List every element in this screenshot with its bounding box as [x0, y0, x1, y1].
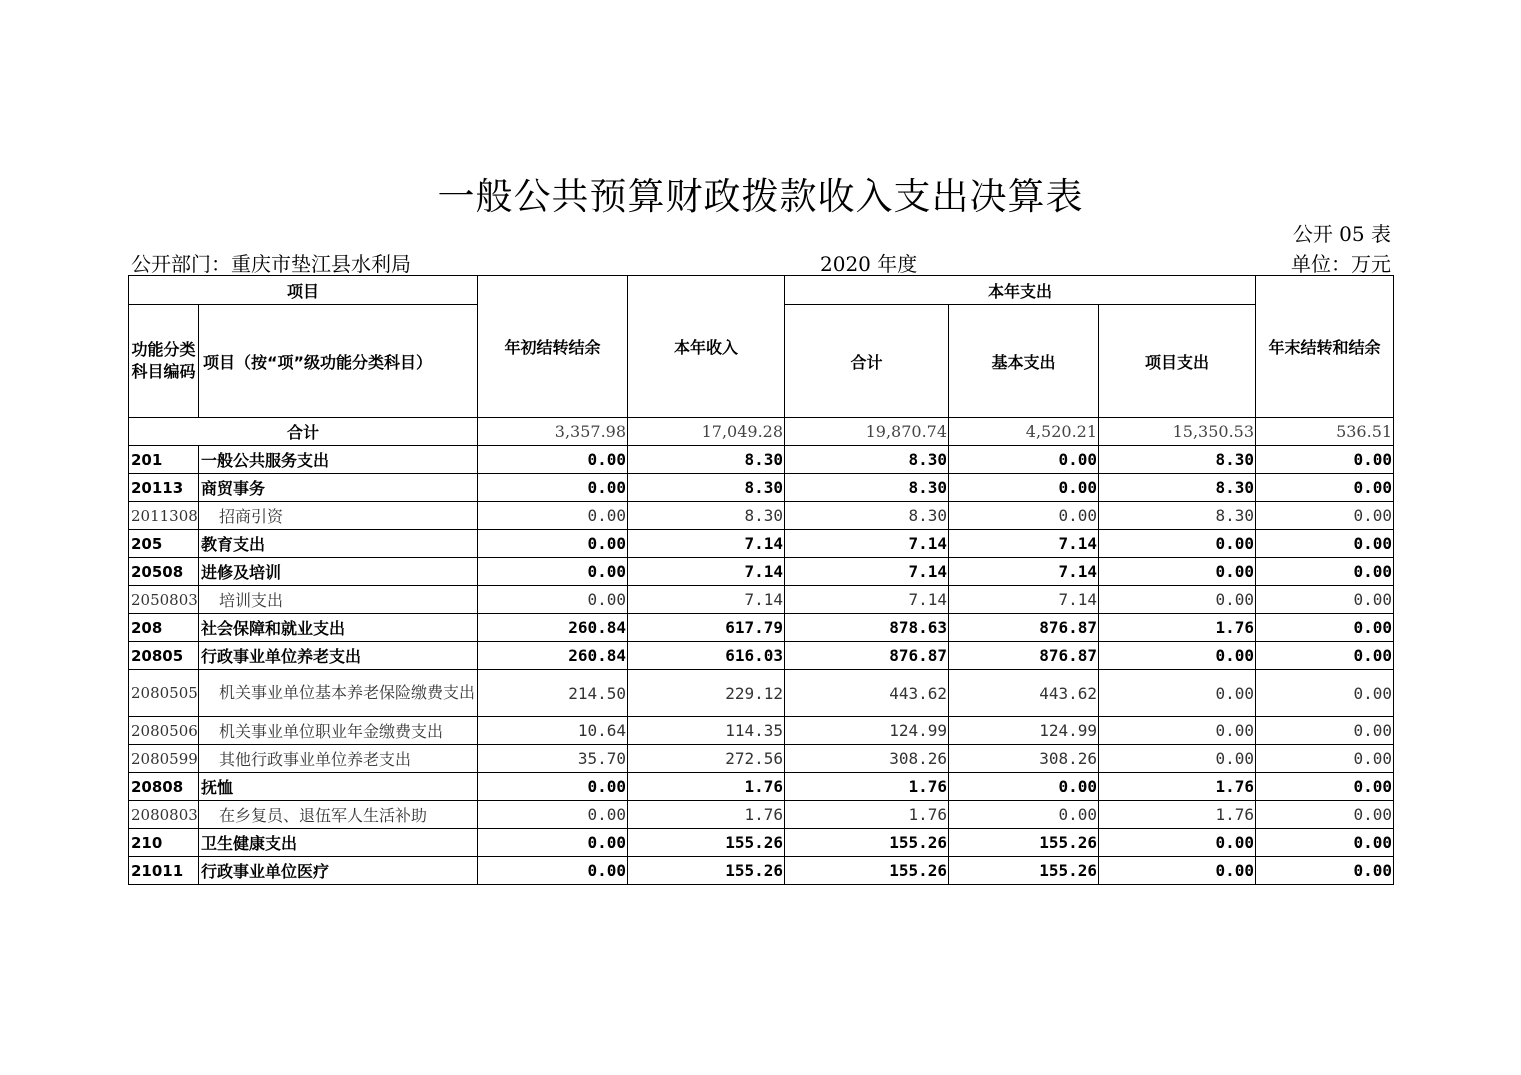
- row-code: 208: [129, 614, 199, 642]
- row-project: 8.30: [1099, 446, 1256, 474]
- row-expense-total: 8.30: [785, 446, 949, 474]
- row-name: 在乡复员、退伍军人生活补助: [199, 801, 478, 829]
- row-basic: 0.00: [949, 474, 1099, 502]
- row-basic: 0.00: [949, 801, 1099, 829]
- row-closing: 0.00: [1256, 857, 1394, 885]
- row-name: 机关事业单位基本养老保险缴费支出: [199, 670, 478, 717]
- department-label: 公开部门：重庆市垫江县水利局: [131, 252, 411, 276]
- row-project: 0.00: [1099, 857, 1256, 885]
- table-row: [129, 446, 1394, 474]
- row-income: 1.76: [628, 801, 785, 829]
- row-expense-total: 7.14: [785, 530, 949, 558]
- row-closing: 0.00: [1256, 829, 1394, 857]
- row-income: 8.30: [628, 446, 785, 474]
- row-project: 0.00: [1099, 642, 1256, 670]
- row-income: 114.35: [628, 717, 785, 745]
- row-name: 卫生健康支出: [199, 829, 478, 857]
- row-project: 0.00: [1099, 558, 1256, 586]
- row-code: 2080506: [129, 717, 199, 745]
- row-name: 行政事业单位养老支出: [199, 642, 478, 670]
- table-row: [129, 642, 1394, 670]
- table-row: [129, 670, 1394, 717]
- row-income: 617.79: [628, 614, 785, 642]
- row-code: 20113: [129, 474, 199, 502]
- row-expense-total: 8.30: [785, 474, 949, 502]
- row-income: 229.12: [628, 670, 785, 717]
- header-project: 项目: [129, 276, 478, 305]
- row-closing: 0.00: [1256, 773, 1394, 801]
- table-row: [129, 773, 1394, 801]
- row-expense-total: 8.30: [785, 502, 949, 530]
- row-closing: 0.00: [1256, 502, 1394, 530]
- total-label: 合计: [129, 418, 478, 446]
- row-project: 0.00: [1099, 530, 1256, 558]
- table-row: [129, 717, 1394, 745]
- row-income: 155.26: [628, 829, 785, 857]
- header-income: 本年收入: [628, 276, 785, 418]
- row-opening: 260.84: [478, 614, 628, 642]
- header-expense-total: 合计: [785, 305, 949, 418]
- table-row: [129, 502, 1394, 530]
- header-code: 功能分类科目编码: [129, 305, 199, 418]
- row-expense-total: 124.99: [785, 717, 949, 745]
- row-income: 272.56: [628, 745, 785, 773]
- row-project: 8.30: [1099, 502, 1256, 530]
- row-income: 155.26: [628, 857, 785, 885]
- row-expense-total: 443.62: [785, 670, 949, 717]
- form-number: 公开 05 表: [1292, 222, 1391, 246]
- row-opening: 10.64: [478, 717, 628, 745]
- row-name: 教育支出: [199, 530, 478, 558]
- row-basic: 876.87: [949, 614, 1099, 642]
- unit-label: 单位：万元: [1291, 252, 1391, 276]
- row-project: 0.00: [1099, 829, 1256, 857]
- header-closing-balance: 年末结转和结余: [1256, 276, 1394, 418]
- row-basic: 443.62: [949, 670, 1099, 717]
- row-closing: 0.00: [1256, 670, 1394, 717]
- table-row: [129, 558, 1394, 586]
- header-name: 项目（按“项”级功能分类科目）: [199, 305, 478, 418]
- row-project: 1.76: [1099, 773, 1256, 801]
- total-row: [129, 418, 1394, 446]
- row-expense-total: 1.76: [785, 773, 949, 801]
- row-code: 201: [129, 446, 199, 474]
- row-code: 20808: [129, 773, 199, 801]
- row-name: 社会保障和就业支出: [199, 614, 478, 642]
- row-expense-total: 7.14: [785, 586, 949, 614]
- row-basic: 124.99: [949, 717, 1099, 745]
- row-expense-total: 878.63: [785, 614, 949, 642]
- budget-table: [128, 275, 1394, 885]
- header-basic-expense: 基本支出: [949, 305, 1099, 418]
- row-basic: 155.26: [949, 829, 1099, 857]
- row-name: 进修及培训: [199, 558, 478, 586]
- row-opening: 0.00: [478, 829, 628, 857]
- total-project: 15,350.53: [1099, 418, 1256, 446]
- row-code: 205: [129, 530, 199, 558]
- row-closing: 0.00: [1256, 474, 1394, 502]
- row-code: 2080803: [129, 801, 199, 829]
- fiscal-year: 2020 年度: [820, 252, 918, 276]
- row-code: 20805: [129, 642, 199, 670]
- table-row: [129, 857, 1394, 885]
- row-name: 招商引资: [199, 502, 478, 530]
- row-basic: 7.14: [949, 530, 1099, 558]
- row-closing: 0.00: [1256, 558, 1394, 586]
- row-project: 1.76: [1099, 614, 1256, 642]
- row-code: 210: [129, 829, 199, 857]
- row-closing: 0.00: [1256, 586, 1394, 614]
- table-row: [129, 530, 1394, 558]
- row-project: 0.00: [1099, 670, 1256, 717]
- row-opening: 0.00: [478, 801, 628, 829]
- row-closing: 0.00: [1256, 745, 1394, 773]
- header-opening-balance: 年初结转结余: [478, 276, 628, 418]
- row-income: 7.14: [628, 558, 785, 586]
- row-basic: 0.00: [949, 773, 1099, 801]
- row-opening: 214.50: [478, 670, 628, 717]
- total-closing: 536.51: [1256, 418, 1394, 446]
- row-name: 抚恤: [199, 773, 478, 801]
- row-opening: 260.84: [478, 642, 628, 670]
- row-name: 其他行政事业单位养老支出: [199, 745, 478, 773]
- row-opening: 0.00: [478, 446, 628, 474]
- total-income: 17,049.28: [628, 418, 785, 446]
- table-row: [129, 474, 1394, 502]
- row-closing: 0.00: [1256, 717, 1394, 745]
- row-income: 7.14: [628, 530, 785, 558]
- row-basic: 155.26: [949, 857, 1099, 885]
- total-basic: 4,520.21: [949, 418, 1099, 446]
- row-code: 2080599: [129, 745, 199, 773]
- row-income: 8.30: [628, 474, 785, 502]
- row-name: 商贸事务: [199, 474, 478, 502]
- row-project: 0.00: [1099, 745, 1256, 773]
- row-basic: 0.00: [949, 446, 1099, 474]
- row-project: 0.00: [1099, 586, 1256, 614]
- row-code: 2011308: [129, 502, 199, 530]
- row-expense-total: 7.14: [785, 558, 949, 586]
- row-basic: 308.26: [949, 745, 1099, 773]
- row-name: 机关事业单位职业年金缴费支出: [199, 717, 478, 745]
- row-closing: 0.00: [1256, 801, 1394, 829]
- table-row: [129, 586, 1394, 614]
- row-project: 8.30: [1099, 474, 1256, 502]
- row-opening: 35.70: [478, 745, 628, 773]
- row-income: 8.30: [628, 502, 785, 530]
- row-opening: 0.00: [478, 502, 628, 530]
- row-opening: 0.00: [478, 558, 628, 586]
- row-code: 2050803: [129, 586, 199, 614]
- row-income: 616.03: [628, 642, 785, 670]
- row-basic: 7.14: [949, 586, 1099, 614]
- row-expense-total: 155.26: [785, 857, 949, 885]
- row-expense-total: 876.87: [785, 642, 949, 670]
- row-income: 7.14: [628, 586, 785, 614]
- row-basic: 7.14: [949, 558, 1099, 586]
- table-row: [129, 745, 1394, 773]
- row-project: 1.76: [1099, 801, 1256, 829]
- row-basic: 876.87: [949, 642, 1099, 670]
- row-opening: 0.00: [478, 857, 628, 885]
- header-project-expense: 项目支出: [1099, 305, 1256, 418]
- row-closing: 0.00: [1256, 446, 1394, 474]
- row-opening: 0.00: [478, 773, 628, 801]
- row-opening: 0.00: [478, 474, 628, 502]
- table-row: [129, 614, 1394, 642]
- row-name: 培训支出: [199, 586, 478, 614]
- page-title: 一般公共预算财政拨款收入支出决算表: [437, 175, 1084, 218]
- row-project: 0.00: [1099, 717, 1256, 745]
- row-code: 20508: [129, 558, 199, 586]
- row-expense-total: 308.26: [785, 745, 949, 773]
- row-name: 一般公共服务支出: [199, 446, 478, 474]
- header-expense-group: 本年支出: [785, 276, 1256, 305]
- row-closing: 0.00: [1256, 642, 1394, 670]
- row-expense-total: 155.26: [785, 829, 949, 857]
- row-opening: 0.00: [478, 530, 628, 558]
- table-row: [129, 829, 1394, 857]
- row-income: 1.76: [628, 773, 785, 801]
- total-opening: 3,357.98: [478, 418, 628, 446]
- row-closing: 0.00: [1256, 530, 1394, 558]
- row-name: 行政事业单位医疗: [199, 857, 478, 885]
- total-expense: 19,870.74: [785, 418, 949, 446]
- row-code: 21011: [129, 857, 199, 885]
- row-opening: 0.00: [478, 586, 628, 614]
- row-basic: 0.00: [949, 502, 1099, 530]
- row-code: 2080505: [129, 670, 199, 717]
- row-expense-total: 1.76: [785, 801, 949, 829]
- row-closing: 0.00: [1256, 614, 1394, 642]
- table-row: [129, 801, 1394, 829]
